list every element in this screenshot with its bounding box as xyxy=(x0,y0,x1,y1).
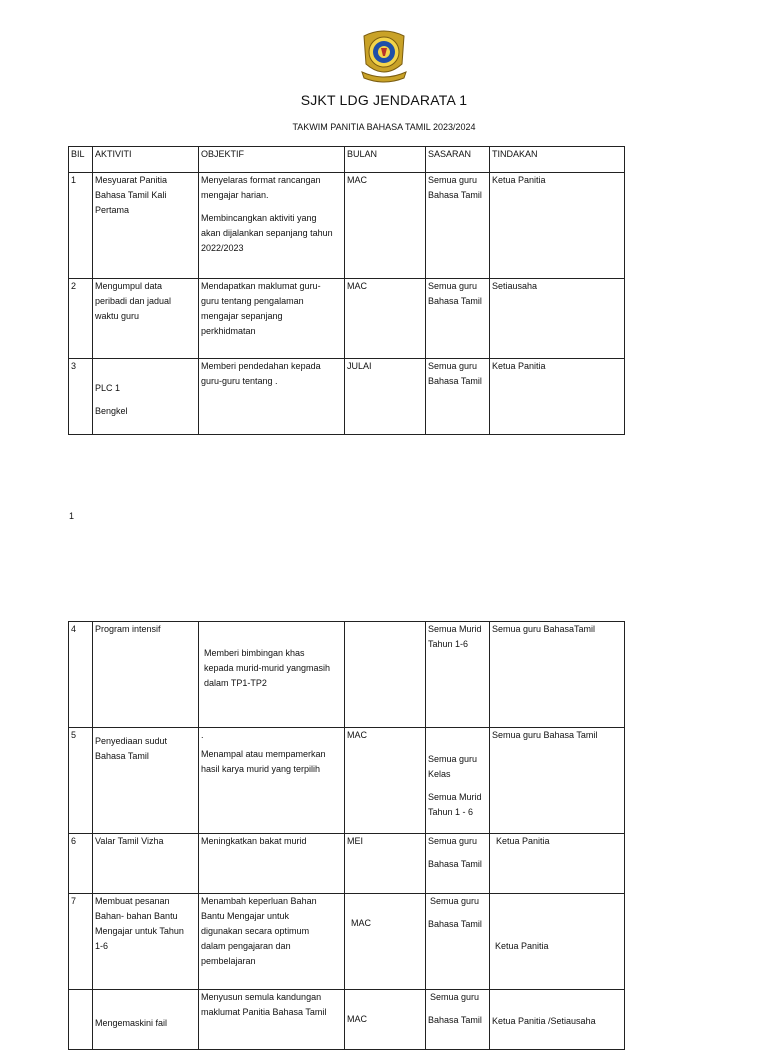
row-objektif: Meningkatkan bakat murid xyxy=(199,834,345,894)
header-aktiviti: AKTIVITI xyxy=(93,147,199,173)
row-bulan: MEI xyxy=(345,834,426,894)
table-row xyxy=(69,728,625,834)
row-objektif: Menyusun semula kandungan maklumat Panitia Bahasa Tamil xyxy=(199,990,345,1050)
row-aktiviti: Mengumpul data peribadi dan jadual waktu guru xyxy=(93,279,199,359)
school-crest-icon xyxy=(358,28,410,84)
table-row xyxy=(69,894,625,990)
header-objektif: OBJEKTIF xyxy=(199,147,345,173)
row-tindakan: Setiausaha xyxy=(490,279,625,359)
row-bil xyxy=(69,990,93,1050)
row-bil: 7 xyxy=(69,894,93,990)
row-aktiviti: Valar Tamil Vizha xyxy=(93,834,199,894)
row-bulan: MAC xyxy=(345,728,426,834)
row-bulan: JULAI xyxy=(345,359,426,435)
header-bulan: BULAN xyxy=(345,147,426,173)
row-bil: 1 xyxy=(69,173,93,279)
row-tindakan: Ketua Panitia xyxy=(490,894,625,990)
table-row xyxy=(69,834,625,894)
row-bulan: MAC xyxy=(345,173,426,279)
table-header-row xyxy=(69,147,625,173)
row-tindakan: Ketua Panitia xyxy=(490,173,625,279)
row-bil: 4 xyxy=(69,622,93,728)
row-objektif: . Menampal atau mempamerkan hasil karya murid yang terpilih xyxy=(199,728,345,834)
row-aktiviti: PLC 1 Bengkel xyxy=(93,359,199,435)
table-row xyxy=(69,990,625,1050)
row-bulan xyxy=(345,622,426,728)
table-row xyxy=(69,279,625,359)
table-row xyxy=(69,173,625,279)
row-bulan: MAC xyxy=(345,990,426,1050)
row-bulan: MAC xyxy=(345,279,426,359)
row-aktiviti: Membuat pesanan Bahan- bahan Bantu Mengajar untuk Tahun 1-6 xyxy=(93,894,199,990)
row-objektif: Memberi bimbingan khas kepada murid-murid yangmasih dalam TP1-TP2 xyxy=(199,622,345,728)
row-tindakan: Ketua Panitia xyxy=(490,359,625,435)
row-objektif: Memberi pendedahan kepada guru-guru tentang . xyxy=(199,359,345,435)
row-tindakan: Ketua Panitia xyxy=(490,834,625,894)
row-tindakan: Ketua Panitia /Setiausaha xyxy=(490,990,625,1050)
row-sasaran: Semua guru Bahasa Tamil xyxy=(426,173,490,279)
page-number: 1 xyxy=(69,511,75,521)
row-bil: 2 xyxy=(69,279,93,359)
header-tindakan: TINDAKAN xyxy=(490,147,625,173)
row-objektif: Menambah keperluan Bahan Bantu Mengajar untuk digunakan secara optimum dalam pengajaran dan pembelajaran xyxy=(199,894,345,990)
row-bulan: MAC xyxy=(345,894,426,990)
table-row xyxy=(69,359,625,435)
document-title: TAKWIM PANITIA BAHASA TAMIL 2023/2024 xyxy=(292,122,476,132)
row-sasaran: Semua guru Bahasa Tamil xyxy=(426,359,490,435)
row-sasaran: Semua guru Bahasa Tamil xyxy=(426,279,490,359)
row-sasaran: Semua guru Kelas Semua Murid Tahun 1 - 6 xyxy=(426,728,490,834)
school-name: SJKT LDG JENDARATA 1 xyxy=(300,92,468,108)
row-objektif: Mendapatkan maklumat guru- guru tentang pengalaman mengajar sepanjang perkhidmatan xyxy=(199,279,345,359)
row-bil: 6 xyxy=(69,834,93,894)
row-objektif: Menyelaras format rancangan mengajar harian. Membincangkan aktiviti yang akan dijalankan sepanjang tahun 2022/2023 xyxy=(199,173,345,279)
row-tindakan: Semua guru BahasaTamil xyxy=(490,622,625,728)
row-sasaran: Semua Murid Tahun 1-6 xyxy=(426,622,490,728)
row-aktiviti: Mesyuarat Panitia Bahasa Tamil Kali Pertama xyxy=(93,173,199,279)
row-aktiviti: Mengemaskini fail xyxy=(93,990,199,1050)
takwim-table-page-1 xyxy=(68,146,625,435)
row-tindakan: Semua guru Bahasa Tamil xyxy=(490,728,625,834)
header-sasaran: SASARAN xyxy=(426,147,490,173)
row-sasaran: Semua guru Bahasa Tamil xyxy=(426,894,490,990)
row-bil: 3 xyxy=(69,359,93,435)
header-bil: BIL xyxy=(69,147,93,173)
row-aktiviti: Penyediaan sudut Bahasa Tamil xyxy=(93,728,199,834)
row-sasaran: Semua guru Bahasa Tamil xyxy=(426,990,490,1050)
row-sasaran: Semua guru Bahasa Tamil xyxy=(426,834,490,894)
table-row xyxy=(69,622,625,728)
takwim-table-page-2 xyxy=(68,621,625,1050)
row-aktiviti: Program intensif xyxy=(93,622,199,728)
row-bil: 5 xyxy=(69,728,93,834)
